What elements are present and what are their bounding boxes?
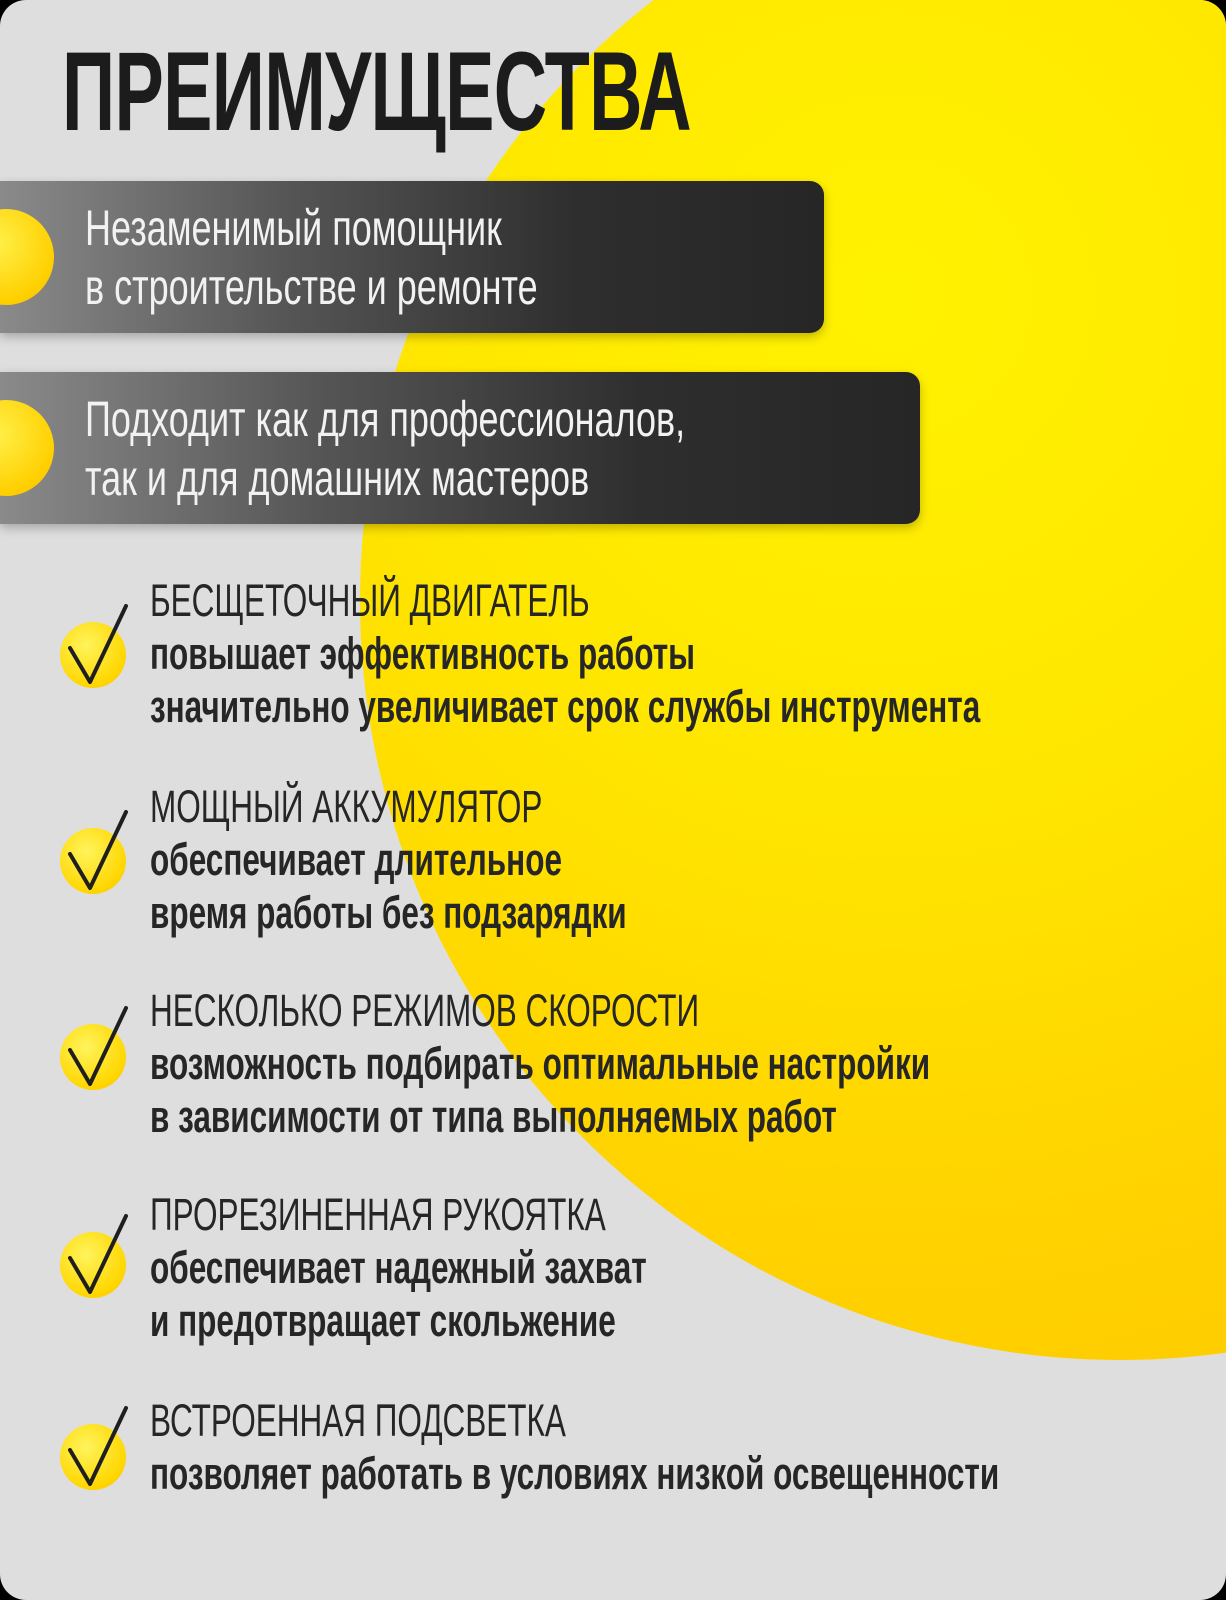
highlight-text-2 [85,390,685,508]
feature-text [150,1394,999,1500]
feature-description: обеспечивает надежный захват [150,1242,647,1293]
feature-heading: НЕСКОЛЬКО РЕЖИМОВ СКОРОСТИ [150,985,700,1036]
feature-text [150,984,930,1143]
feature-text [150,574,980,733]
feature-description: повышает эффективность работы [150,628,696,679]
feature-description: значительно увеличивает срок службы инструмента [150,681,981,732]
feature-heading: МОЩНЫЙ АККУМУЛЯТОР [150,781,543,832]
feature-description: возможность подбирать оптимальные настройки [150,1038,931,1089]
page-title: ПРЕИМУЩЕСТВА [62,29,691,154]
highlight-line: в строительстве и ремонте [85,259,538,315]
highlight-bar-1 [0,181,824,333]
highlight-line: Подходит как для профессионалов, [85,391,686,447]
feature-heading: ВСТРОЕННАЯ ПОДСВЕТКА [150,1395,566,1446]
checkmark-icon [60,828,126,894]
yellow-circle-icon [0,209,54,305]
highlight-bar-2 [0,372,920,524]
feature-heading: БЕСЩЕТОЧНЫЙ ДВИГАТЕЛЬ [150,575,590,626]
feature-heading: ПРОРЕЗИНЕННАЯ РУКОЯТКА [150,1189,606,1240]
feature-text [150,1188,647,1347]
feature-description: время работы без подзарядки [150,887,627,938]
feature-description: обеспечивает длительное [150,834,562,885]
feature-text [150,780,627,939]
checkmark-icon [60,1024,126,1090]
highlight-text-1 [85,199,538,317]
checkmark-icon [60,1232,126,1298]
checkmark-icon [60,1424,126,1490]
feature-description: и предотвращает скольжение [150,1295,616,1346]
checkmark-icon [60,622,126,688]
highlight-line: Незаменимый помощник [85,200,502,256]
feature-description: в зависимости от типа выполняемых работ [150,1091,837,1142]
feature-description: позволяет работать в условиях низкой освещенности [150,1448,1000,1499]
highlight-line: так и для домашних мастеров [85,450,590,506]
yellow-circle-icon [0,400,54,496]
